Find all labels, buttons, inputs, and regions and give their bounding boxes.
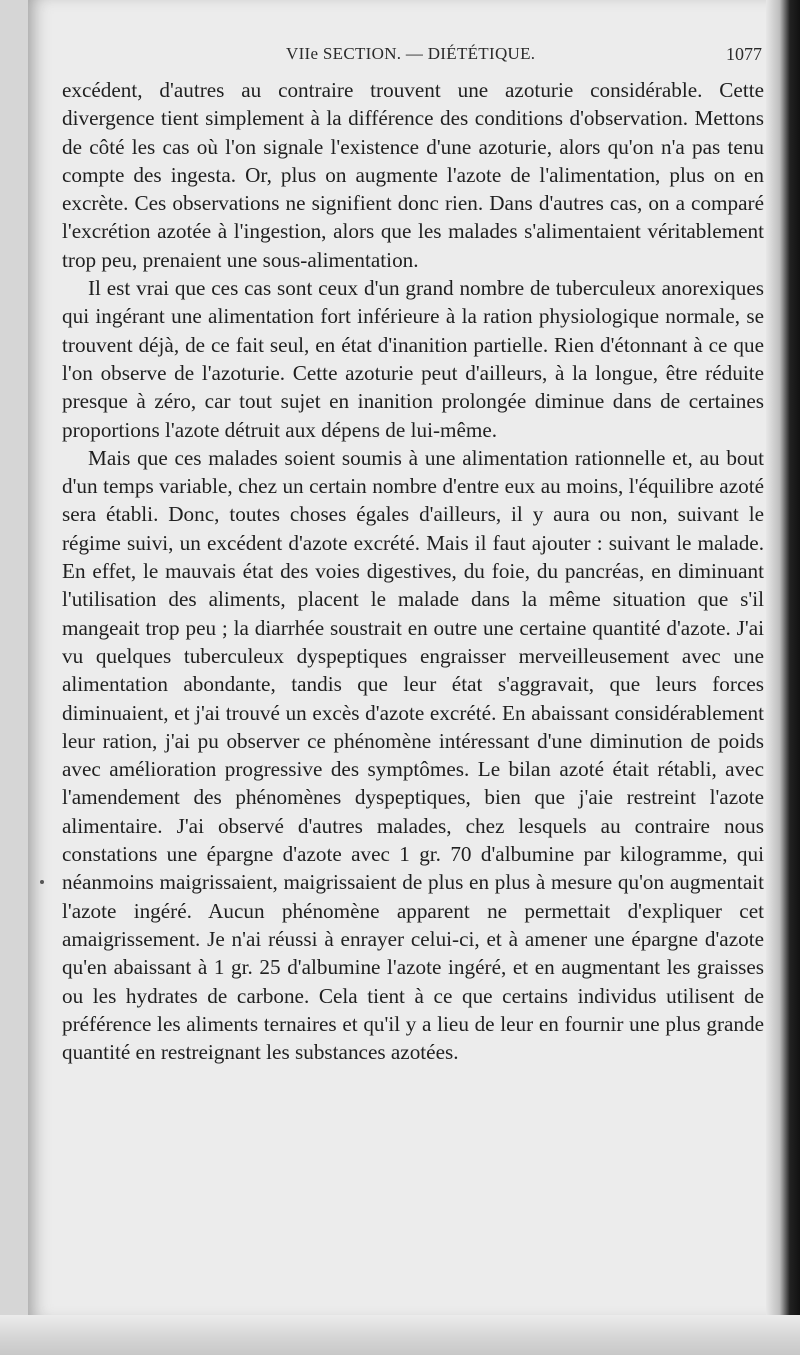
page-number: 1077 [726,44,762,64]
page-header [62,40,762,68]
paragraph: Mais que ces malades soient soumis à une alimentation rationnelle et, au bout d'un temps variable, chez un certain nombre d'entre eux au moins, l'équilibre azoté sera établi. Donc, toutes choses égales d'ailleurs, il y aura ou non, suivant le régime suivi, un excédent d'azote excrété. Mais il faut ajouter : suivant le malade. En effet, le mauvais état des voies digestives, du foie, du pancréas, en diminuant l'utilisation des aliments, placent le malade dans la même situation que s'il mangeait trop peu ; la diarrhée soustrait en outre une certaine quantité d'azote. J'ai vu quelques tuberculeux dyspeptiques engraisser merveilleusement avec une alimentation abondante, tandis que leur état s'aggravait, que leurs forces diminuaient, et j'ai trouvé un excès d'azote excrété. En abaissant considérablement leur ration, j'ai pu observer ce phénomène intéressant d'une diminution de poids avec amélioration progressive des symptômes. Le bilan azoté était rétabli, avec l'amendement des phénomènes dyspeptiques, bien que j'aie restreint l'azote alimentaire. J'ai observé d'autres malades, chez lesquels au contraire nous constations une épargne d'azote avec 1 gr. 70 d'albumine par kilogramme, qui néanmoins maigrissaient, maigrissaient de plus en plus à mesure qu'on augmentait l'azote ingéré. Aucun phénomène apparent ne permettait d'expliquer cet amaigrissement. Je n'ai réussi à enrayer celui-ci, et à amener une épargne d'azote qu'en abaissant à 1 gr. 25 d'albumine l'azote ingéré, et en augmentant les graisses ou les hydrates de carbone. Cela tient à ce que certains individus utilisent de préférence les aliments ternaires et qu'il y a lieu de leur en fournir une plus grande quantité en restreignant les substances azotées. [62,445,764,1065]
paragraph-continued: excédent, d'autres au contraire trouvent une azoturie considérable. Cette divergence tient simplement à la différence des conditions d'observation. Mettons de côté les cas où l'on signale l'existence d'une azoturie, alors qu'on n'a pas tenu compte des ingesta. Or, plus on augmente l'azote de l'alimentation, plus on en excrète. Ces observations ne signifient donc rien. Dans d'autres cas, on a comparé l'excrétion azotée à l'ingestion, alors que les malades s'alimentaient véritablement trop peu, prenaient une sous-alimentation. [62,78,764,272]
ink-speck [40,880,44,884]
paragraph: Il est vrai que ces cas sont ceux d'un grand nombre de tuberculeux anorexiques qui ingérant une alimentation fort inférieure à la ration physiologique normale, se trouvent déjà, de ce fait seul, en état d'inanition partielle. Rien d'étonnant à ce que l'on observe de l'azoturie. Cette azoturie peut d'ailleurs, à la longue, être réduite presque à zéro, car tout sujet en inanition prolongée diminue dans de certaines proportions l'azote détruit aux dépens de lui-même. [62,276,764,442]
running-head: VIIe SECTION. — DIÉTÉTIQUE. [286,44,536,63]
body-text [62,76,764,1066]
page-spine-shadow [766,0,800,1355]
page-bottom-margin [0,1315,800,1355]
